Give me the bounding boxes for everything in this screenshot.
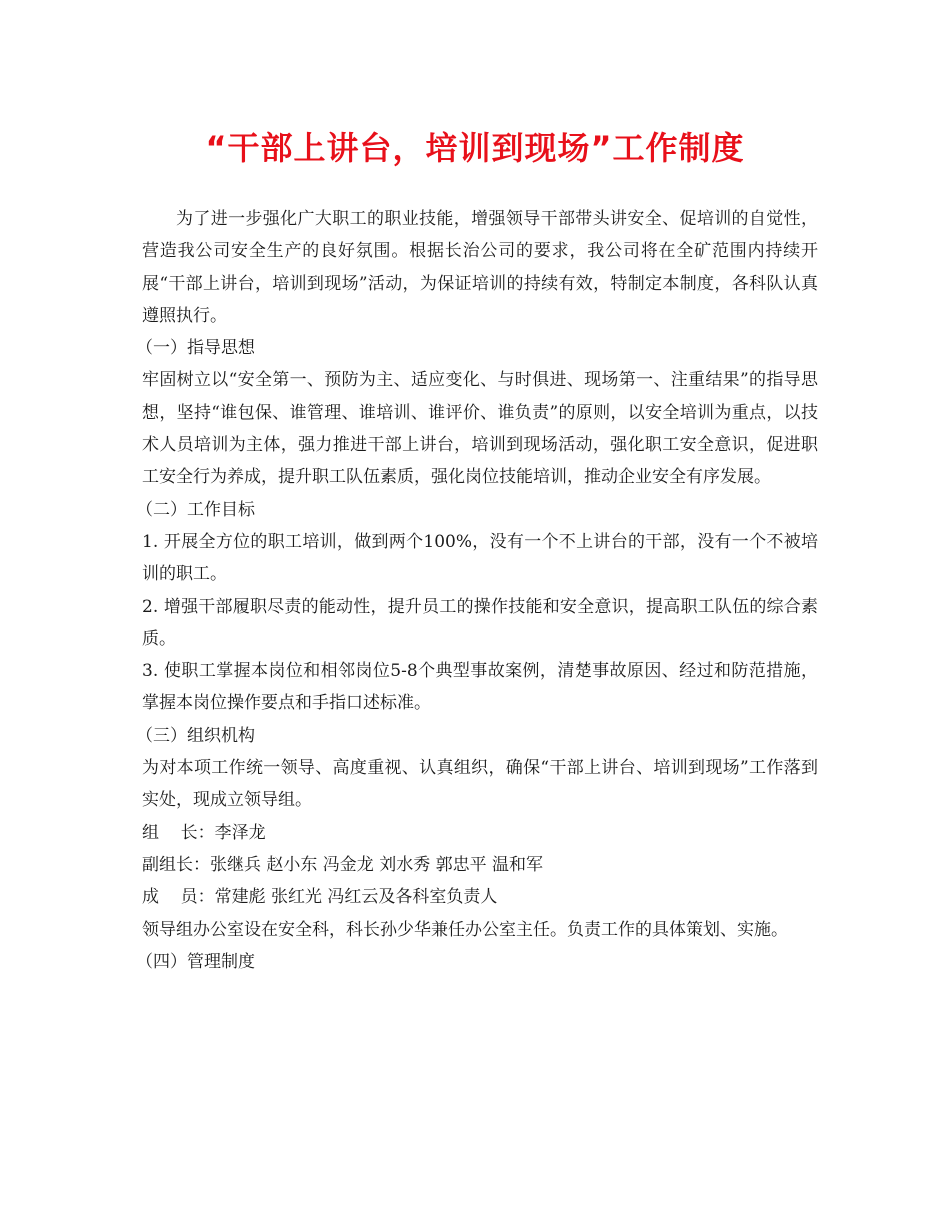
work-goal-item-3: 3. 使职工掌握本岗位和相邻岗位5-8个典型事故案例，清楚事故原因、经过和防范措施，掌握本岗位操作要点和手指口述标准。 (142, 661, 818, 714)
intro-paragraph: 为了进一步强化广大职工的职业技能，增强领导干部带头讲安全、促培训的自觉性，营造我公司安全生产的良好氛围。根据长治公司的要求，我公司将在全矿范围内持续开展“干部上讲台，培训到现场”活动，为保证培训的持续有效，特制定本制度，各科队认真遵照执行。 (142, 209, 818, 326)
members-line: 成 员：常建彪 张红光 冯红云及各科室负责人 (142, 887, 498, 908)
deputy-leaders-line: 副组长：张继兵 赵小东 冯金龙 刘水秀 郭忠平 温和军 (142, 854, 544, 875)
guiding-ideology-paragraph: 牢固树立以“安全第一、预防为主、适应变化、与时俱进、现场第一、注重结果”的指导思想，坚持“谁包保、谁管理、谁培训、谁评价、谁负责”的原则，以安全培训为重点，以技术人员培训为主体，强力推进干部上讲台，培训到现场活动，强化职工安全意识，促进职工安全行为养成，提升职工队伍素质，强化岗位技能培训，推动企业安全有序发展。 (142, 370, 818, 488)
section-heading-management-system: （四）管理制度 (136, 951, 255, 972)
document-title: “干部上讲台，培训到现场”工作制度 (205, 129, 745, 167)
work-goal-item-2: 2. 增强干部履职尽责的能动性，提升员工的操作技能和安全意识，提高职工队伍的综合素质。 (142, 596, 818, 649)
organization-paragraph: 为对本项工作统一领导、高度重视、认真组织，确保“干部上讲台、培训到现场”工作落到实处，现成立领导组。 (142, 758, 818, 811)
group-leader-line: 组 长：李泽龙 (142, 822, 266, 843)
section-heading-work-goals: （二）工作目标 (136, 499, 255, 520)
section-heading-guiding-ideology: （一）指导思想 (136, 338, 255, 359)
office-paragraph: 领导组办公室设在安全科，科长孙少华兼任办公室主任。负责工作的具体策划、实施。 (142, 919, 788, 940)
section-heading-organization: （三）组织机构 (136, 725, 255, 746)
document-body (136, 203, 818, 978)
work-goal-item-1: 1. 开展全方位的职工培训，做到两个100%，没有一个不上讲台的干部，没有一个不被培训的职工。 (142, 531, 818, 585)
